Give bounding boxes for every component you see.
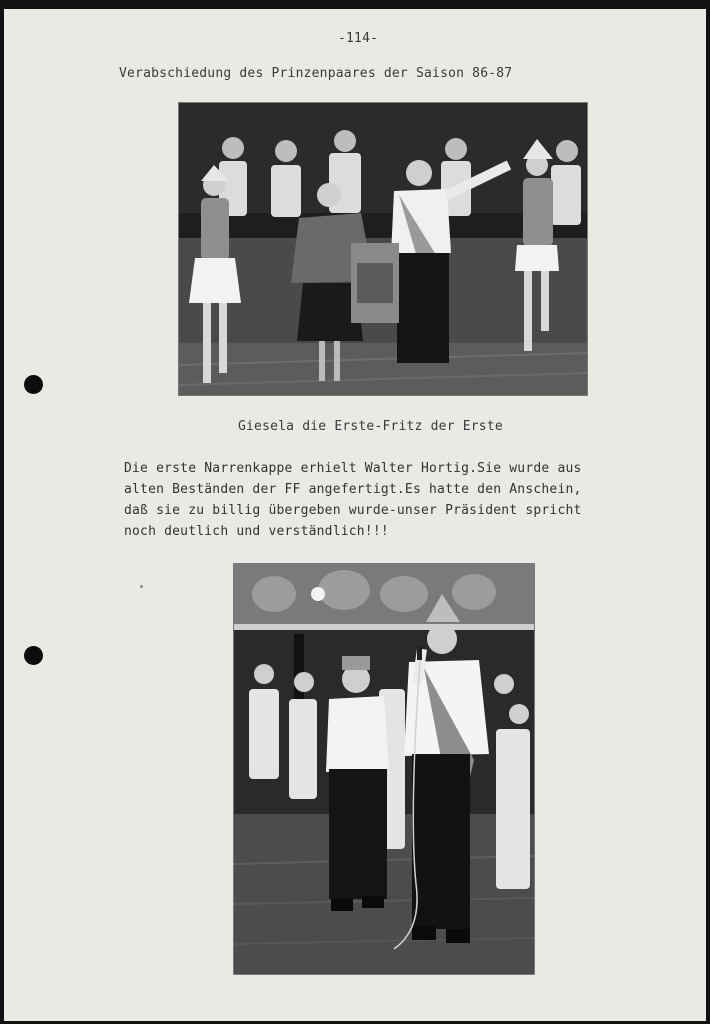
binder-punch-hole [24, 646, 43, 665]
photo-prince-couple [179, 103, 587, 395]
paper-speck [140, 585, 143, 588]
photo-caption: Giesela die Erste-Fritz der Erste [238, 419, 503, 434]
paragraph-line: noch deutlich und verständlich!!! [124, 524, 389, 539]
page-heading: Verabschiedung des Prinzenpaares der Saison 86-87 [119, 66, 513, 81]
binder-punch-hole [24, 375, 43, 394]
page-number: -114- [338, 31, 379, 46]
paragraph-line: daß sie zu billig übergeben wurde-unser Präsident spricht [124, 503, 582, 518]
paragraph-line: alten Beständen der FF angefertigt.Es hatte den Anschein, [124, 482, 582, 497]
photo-president-speaking [234, 564, 534, 974]
body-paragraph [124, 458, 644, 542]
paragraph-line: Die erste Narrenkappe erhielt Walter Hortig.Sie wurde aus [124, 461, 582, 476]
document-page [4, 9, 706, 1021]
